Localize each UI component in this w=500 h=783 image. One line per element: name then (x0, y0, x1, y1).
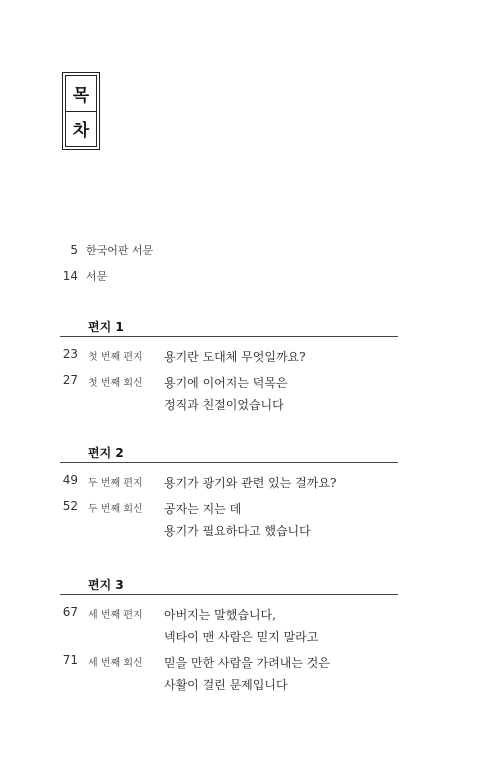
section-label: 편지 1 (88, 320, 124, 334)
entry-title-line: 넥타이 맨 사람은 믿지 말라고 (164, 630, 319, 644)
section-divider (60, 594, 398, 595)
entry-label: 두 번째 편지 (88, 478, 143, 489)
toc-entry[interactable] (60, 604, 398, 648)
page-number: 52 (62, 499, 78, 513)
section-label: 편지 2 (88, 446, 124, 460)
toc-entry-front-2[interactable] (60, 268, 107, 284)
entry-title (164, 346, 398, 368)
entry-title-line: 용기에 이어지는 덕목은 (164, 376, 288, 390)
toc-entry[interactable] (60, 498, 398, 542)
entry-label: 첫 번째 회신 (88, 378, 143, 389)
entry-title (164, 652, 398, 696)
entry-title: 서문 (86, 270, 108, 283)
toc-section-2 (60, 444, 398, 542)
entry-label: 두 번째 회신 (88, 504, 143, 515)
entry-title-line: 정직과 친절이었습니다 (164, 398, 284, 412)
page-number: 14 (62, 269, 78, 283)
entry-title-line: 공자는 지는 데 (164, 502, 242, 516)
entry-title-line: 용기란 도대체 무엇일까요? (164, 350, 306, 364)
entry-title (164, 604, 398, 648)
section-divider (60, 336, 398, 337)
page-number: 27 (62, 373, 78, 387)
section-divider (60, 462, 398, 463)
toc-entry[interactable] (60, 346, 398, 368)
section-header (60, 576, 398, 596)
entry-label: 세 번째 편지 (88, 610, 143, 621)
toc-section-3 (60, 576, 398, 696)
entry-title-line: 용기가 필요하다고 했습니다 (164, 524, 311, 538)
section-label: 편지 3 (88, 578, 124, 592)
toc-section-1 (60, 318, 398, 416)
entry-title-line: 용기가 광기와 관련 있는 걸까요? (164, 476, 337, 490)
toc-title-inner (65, 75, 97, 147)
section-header (60, 318, 398, 338)
toc-title-char-2: 차 (66, 111, 96, 147)
entry-title (164, 498, 398, 542)
toc-entry[interactable] (60, 372, 398, 416)
entry-title-line: 믿을 만한 사람을 가려내는 것은 (164, 656, 330, 670)
toc-entry[interactable] (60, 652, 398, 696)
page-number: 67 (62, 605, 78, 619)
toc-title-box (62, 72, 100, 150)
entry-title-line: 사활이 걸린 문제입니다 (164, 678, 288, 692)
page-number: 5 (70, 243, 78, 257)
entry-title (164, 472, 398, 494)
page-number: 49 (62, 473, 78, 487)
entry-label: 세 번째 회신 (88, 658, 143, 669)
entry-title-line: 아버지는 말했습니다, (164, 608, 276, 622)
entry-title: 한국어판 서문 (86, 244, 154, 257)
toc-title-char-1: 목 (72, 85, 90, 106)
entry-label: 첫 번째 편지 (88, 352, 143, 363)
section-header (60, 444, 398, 464)
entry-title (164, 372, 398, 416)
page-number: 23 (62, 347, 78, 361)
page-number: 71 (62, 653, 78, 667)
toc-entry[interactable] (60, 472, 398, 494)
toc-entry-front-1[interactable] (60, 242, 153, 258)
